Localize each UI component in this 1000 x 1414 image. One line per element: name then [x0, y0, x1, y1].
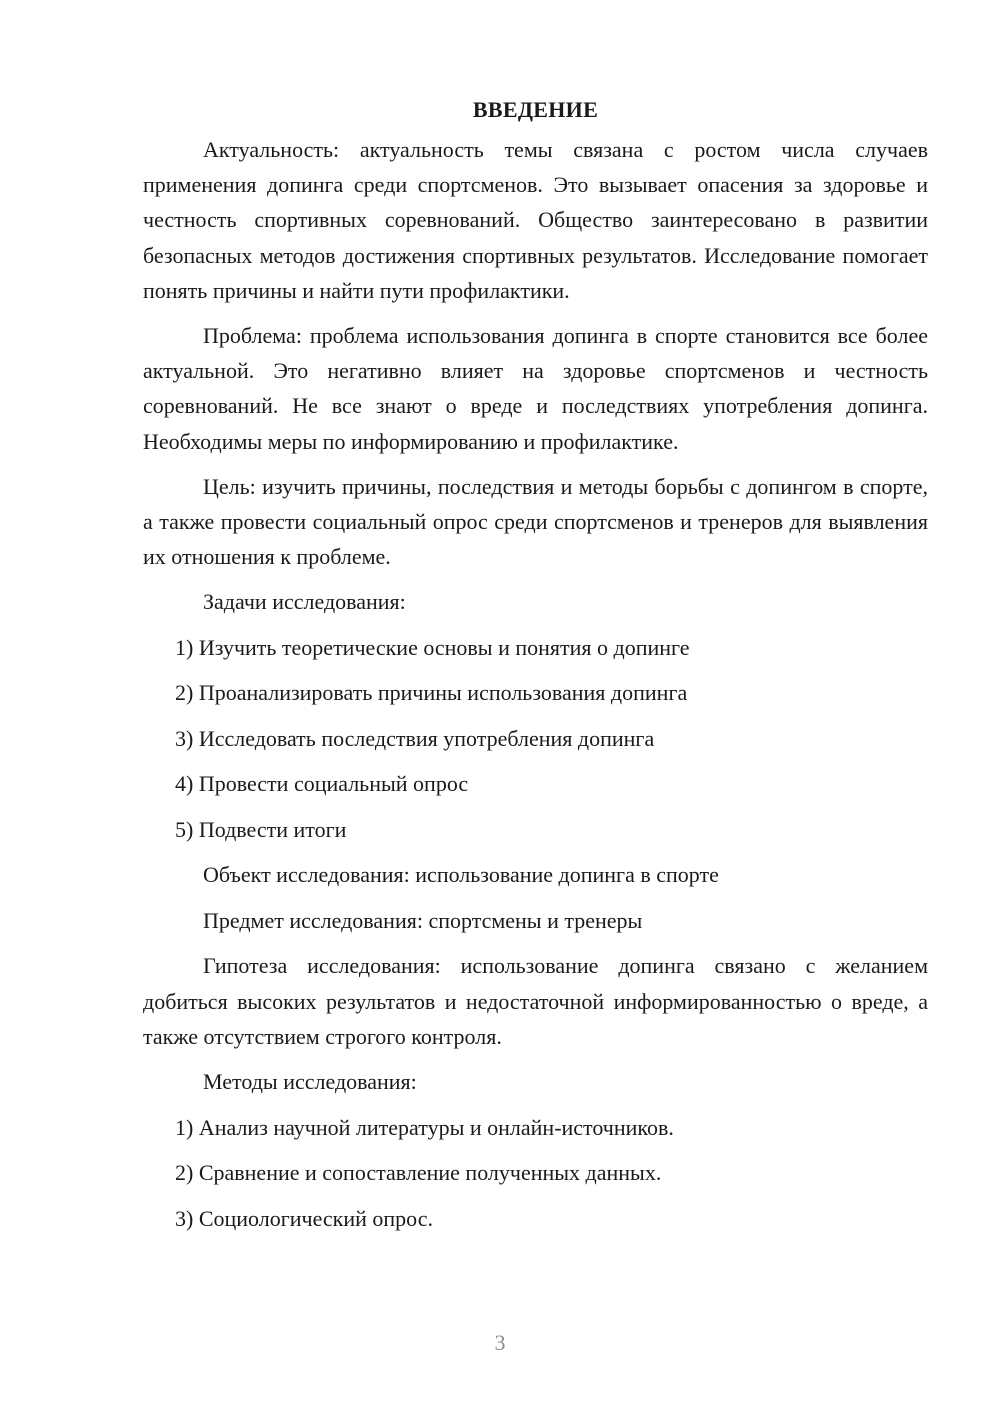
document-page: [143, 92, 928, 1246]
problem-paragraph: Проблема: проблема использования допинга в спорте становится все более актуальной. Это негативно влияет на здоровье спортсменов и честность соревнований. Не все знают о вреде и последствиях употребления допинга. Необходимы меры по информированию и профилактике.: [143, 323, 928, 454]
task-item-1: 1) Изучить теоретические основы и понятия о допинге: [175, 634, 690, 660]
methods-heading: Методы исследования:: [203, 1069, 417, 1095]
task-item-5: 5) Подвести итоги: [175, 816, 347, 842]
page-title: ВВЕДЕНИЕ: [472, 97, 599, 122]
task-item-2: 2) Проанализировать причины использования допинга: [175, 680, 688, 706]
method-item-3: 3) Социологический опрос.: [175, 1205, 433, 1231]
relevance-paragraph: Актуальность: актуальность темы связана с ростом числа случаев применения допинга среди спортсменов. Это вызывает опасения за здоровье и честность спортивных соревнований. Общество заинтересовано в развитии безопасных методов достижения спортивных результатов. Исследование помогает понять причины и найти пути профилактики.: [143, 137, 928, 303]
task-item-3: 3) Исследовать последствия употребления допинга: [175, 725, 655, 751]
research-object: Объект исследования: использование допинга в спорте: [203, 862, 719, 888]
research-subject: Предмет исследования: спортсмены и тренеры: [203, 907, 643, 933]
hypothesis-paragraph: Гипотеза исследования: использование допинга связано с желанием добиться высоких результатов и недостаточной информированностью о вреде, а также отсутствием строгого контроля.: [143, 953, 928, 1049]
goal-paragraph: Цель: изучить причины, последствия и методы борьбы с допингом в спорте, а также провести социальный опрос среди спортсменов и тренеров для выявления их отношения к проблеме.: [143, 473, 928, 570]
tasks-heading: Задачи исследования:: [203, 589, 406, 615]
page-number: 3: [494, 1330, 506, 1355]
method-item-2: 2) Сравнение и сопоставление полученных данных.: [175, 1160, 662, 1186]
task-item-4: 4) Провести социальный опрос: [175, 771, 469, 797]
method-item-1: 1) Анализ научной литературы и онлайн-источников.: [175, 1114, 674, 1140]
